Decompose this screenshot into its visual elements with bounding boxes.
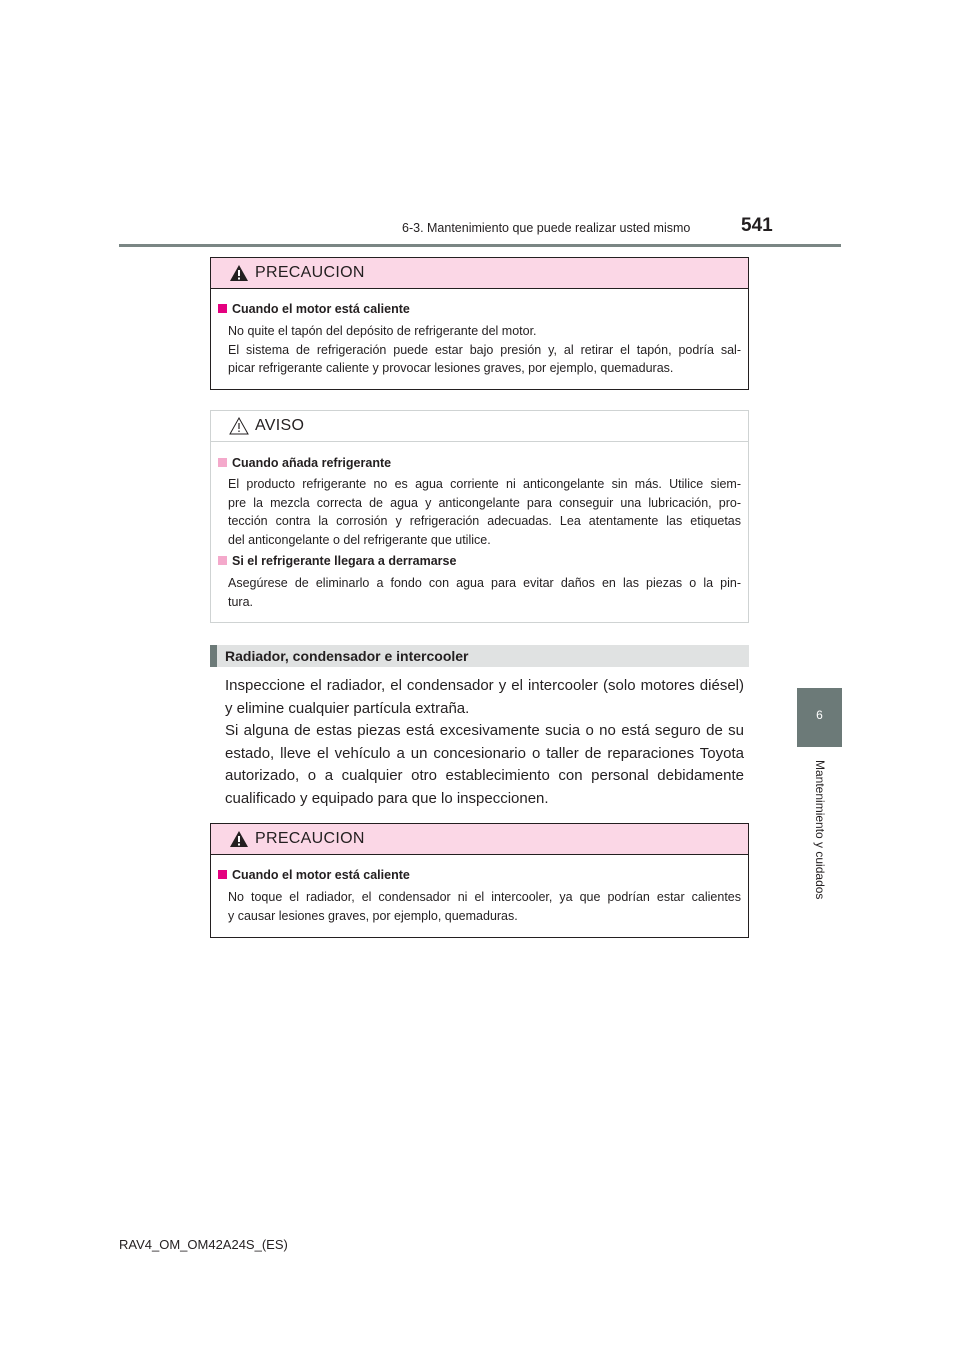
notice-line: del anticongelante o del refrigerante que utilice. [228,532,491,547]
caution-paragraph [228,322,741,378]
caution-section-title [218,868,410,882]
caution-box-header [211,824,748,855]
notice-line: tura. [228,594,254,609]
notice-line: tección contra la corrosión y refrigeración adecuadas. Lea atentamente las etiquetas [228,514,741,528]
caution-line: y causar lesiones graves, por ejemplo, quemaduras. [228,908,518,923]
caution-line: El sistema de refrigeración puede estar bajo presión y, al retirar el tapón, podría sal- [228,342,741,357]
notice-section-title-text: Si el refrigerante llegara a derramarse [232,554,457,568]
notice-box-header [211,411,748,442]
caution-line: No quite el tapón del depósito de refrigerante del motor. [228,324,537,338]
header-rule [119,244,841,247]
notice-section-title [218,554,456,568]
notice-line: pre la mezcla correcta de agua y anticongelante para conseguir una lubricación, pro- [228,495,741,510]
bullet-square-icon [218,556,227,565]
page-number: 541 [741,215,773,236]
caution-section-title [218,302,410,316]
page-header-title: 6-3. Mantenimiento que puede realizar usted mismo [402,221,691,235]
caution-line: No toque el radiador, el condensador ni el intercooler, ya que podrían estar calientes [228,890,741,904]
body-paragraph [225,675,744,810]
notice-line: Asegúrese de eliminarlo a fondo con agua para evitar daños en las piezas o la pin- [228,576,741,590]
section-heading [210,645,749,667]
caution-box-2 [210,823,749,938]
caution-box-title: PRECAUCION [255,830,365,847]
notice-line: El producto refrigerante no es agua corriente ni anticongelante sin más. Utilice siem- [228,477,741,491]
notice-box-title: AVISO [255,417,305,434]
caution-line: picar refrigerante caliente y provocar lesiones graves, por ejemplo, quemaduras. [228,361,674,375]
body-line: Inspeccione el radiador, el condensador y el intercooler (solo motores diésel) [225,677,744,694]
warning-triangle-icon [229,830,249,848]
section-heading-text: Radiador, condensador e intercooler [225,648,469,664]
body-line: Si alguna de estas piezas está excesivamente sucia o no está seguro de su [225,722,744,739]
caution-section-title-text: Cuando el motor está caliente [232,868,410,882]
notice-box [210,410,749,623]
bullet-square-icon [218,304,227,313]
bullet-square-icon [218,870,227,879]
warning-triangle-icon [229,264,249,282]
notice-paragraph [228,475,741,549]
bullet-square-icon [218,458,227,467]
warning-triangle-outline-icon [229,417,249,435]
body-line: y elimine cualquier partícula extraña. [225,699,470,717]
notice-section-title-text: Cuando añada refrigerante [232,456,392,470]
notice-paragraph [228,574,741,611]
caution-box-1 [210,257,749,390]
caution-section-title-text: Cuando el motor está caliente [232,302,410,316]
caution-box-title: PRECAUCION [255,264,365,281]
chapter-tab-number: 6 [816,708,823,722]
caution-box-header [211,258,748,289]
body-line: autorizado, o a cualquier otro establecimiento con personal debidamente [225,767,744,784]
notice-section-title [218,456,391,470]
body-line: cualificado y equipado para que lo inspeccionen. [225,789,549,807]
chapter-tab [797,688,842,747]
caution-paragraph [228,888,741,925]
footer-code: RAV4_OM_OM42A24S_(ES) [119,1237,288,1252]
body-line: estado, lleve el vehículo a un concesionario o taller de reparaciones Toyota [225,744,744,762]
chapter-side-label: Mantenimiento y cuidados [813,760,827,900]
